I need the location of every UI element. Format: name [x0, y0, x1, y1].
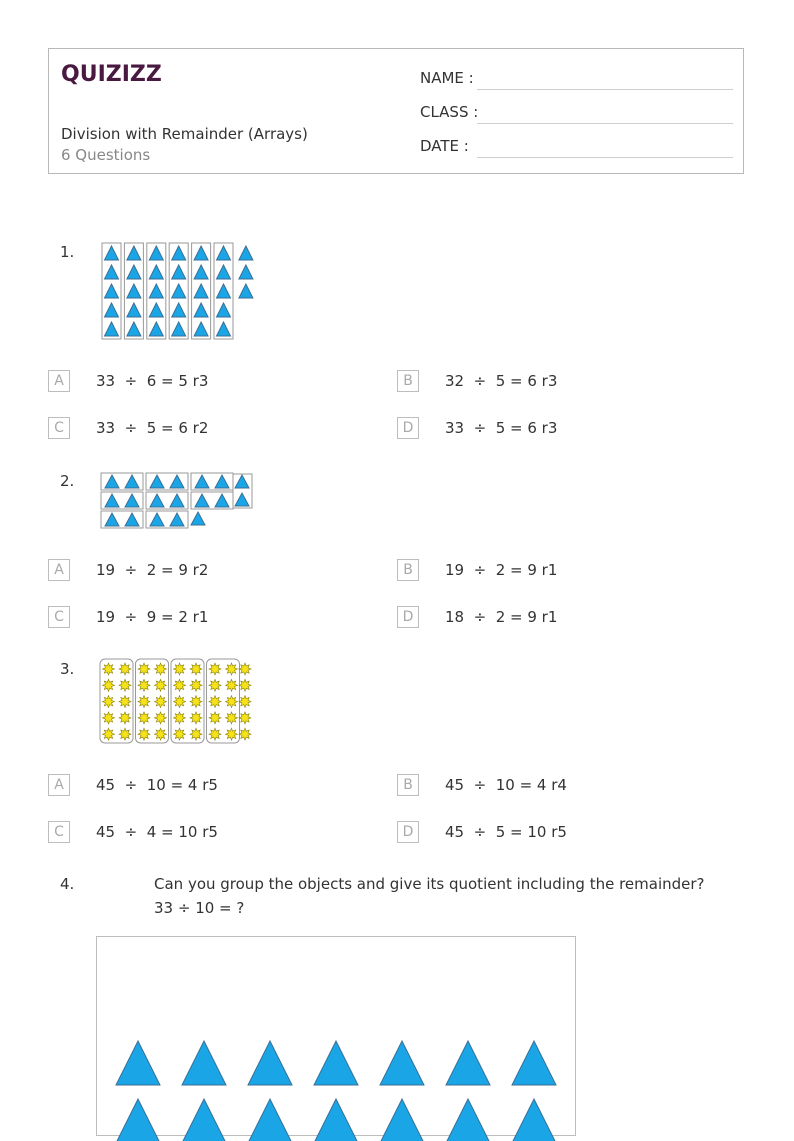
option-a-box[interactable]: A: [48, 370, 70, 392]
sun-icon: [119, 696, 131, 708]
triangle-icon: [217, 265, 231, 279]
question-3-sun-array: [98, 658, 258, 748]
option-d-box[interactable]: D: [397, 417, 419, 439]
triangle-icon: [380, 1099, 424, 1141]
option-a-text: 33 ÷ 6 = 5 r3: [96, 372, 209, 390]
sun-icon: [239, 728, 251, 740]
triangle-icon: [446, 1041, 490, 1085]
triangle-icon: [105, 284, 119, 298]
triangle-icon: [105, 475, 119, 488]
sun-icon: [119, 679, 131, 691]
triangle-icon: [194, 303, 208, 317]
triangle-icon: [239, 265, 253, 279]
triangle-icon: [217, 246, 231, 260]
sun-icon: [209, 679, 221, 691]
sun-icon: [226, 696, 238, 708]
triangle-icon: [235, 475, 249, 488]
triangle-icon: [127, 322, 141, 336]
option-a-text: 19 ÷ 2 = 9 r2: [96, 561, 209, 579]
sun-icon: [155, 663, 167, 675]
triangle-icon: [380, 1041, 424, 1085]
triangle-icon: [239, 284, 253, 298]
triangle-icon: [195, 494, 209, 507]
triangle-icon: [239, 246, 253, 260]
option-d-text: 33 ÷ 5 = 6 r3: [445, 419, 558, 437]
sun-icon: [226, 728, 238, 740]
worksheet-header: [48, 48, 744, 174]
triangle-icon: [248, 1041, 292, 1085]
triangle-icon: [512, 1041, 556, 1085]
option-a-box[interactable]: A: [48, 559, 70, 581]
option-b-text: 19 ÷ 2 = 9 r1: [445, 561, 558, 579]
option-c-text: 33 ÷ 5 = 6 r2: [96, 419, 209, 437]
sun-icon: [155, 712, 167, 724]
sun-icon: [155, 728, 167, 740]
option-b-box[interactable]: B: [397, 774, 419, 796]
svg-text:QUIZIZZ: QUIZIZZ: [61, 62, 162, 87]
sun-icon: [103, 696, 115, 708]
sun-icon: [190, 696, 202, 708]
sun-icon: [138, 663, 150, 675]
triangle-icon: [105, 265, 119, 279]
sun-icon: [119, 663, 131, 675]
triangle-icon: [105, 513, 119, 526]
triangle-icon: [512, 1099, 556, 1141]
question-4-triangle-objects: [97, 937, 577, 1137]
triangle-icon: [194, 284, 208, 298]
sun-icon: [190, 663, 202, 675]
option-a-box[interactable]: A: [48, 774, 70, 796]
sun-icon: [138, 728, 150, 740]
option-c-box[interactable]: C: [48, 821, 70, 843]
triangle-icon: [195, 475, 209, 488]
question-2-number: 2.: [60, 472, 75, 490]
sun-icon: [239, 663, 251, 675]
triangle-icon: [314, 1099, 358, 1141]
triangle-icon: [116, 1041, 160, 1085]
option-d-text: 18 ÷ 2 = 9 r1: [445, 608, 558, 626]
triangle-icon: [217, 284, 231, 298]
quizizz-logo-graphic: [61, 59, 162, 87]
triangle-icon: [125, 513, 139, 526]
sun-icon: [103, 712, 115, 724]
question-count: 6 Questions: [61, 146, 151, 164]
triangle-icon: [149, 322, 163, 336]
triangle-icon: [105, 246, 119, 260]
triangle-icon: [170, 475, 184, 488]
sun-icon: [190, 728, 202, 740]
question-1-number: 1.: [60, 243, 75, 261]
triangle-icon: [446, 1099, 490, 1141]
name-label: NAME :: [420, 69, 474, 87]
sun-icon: [138, 712, 150, 724]
triangle-icon: [127, 303, 141, 317]
option-d-box[interactable]: D: [397, 606, 419, 628]
sun-icon: [103, 663, 115, 675]
option-c-text: 19 ÷ 9 = 2 r1: [96, 608, 209, 626]
triangle-icon: [149, 303, 163, 317]
option-c-text: 45 ÷ 4 = 10 r5: [96, 823, 218, 841]
triangle-icon: [105, 494, 119, 507]
sun-icon: [174, 696, 186, 708]
triangle-icon: [191, 512, 205, 525]
name-field[interactable]: [477, 89, 733, 90]
date-label: DATE :: [420, 137, 469, 155]
triangle-icon: [172, 265, 186, 279]
triangle-icon: [172, 303, 186, 317]
sun-icon: [174, 712, 186, 724]
sun-icon: [239, 696, 251, 708]
triangle-icon: [215, 494, 229, 507]
triangle-icon: [125, 494, 139, 507]
sun-icon: [239, 712, 251, 724]
triangle-icon: [105, 322, 119, 336]
question-4-equation: 33 ÷ 10 = ?: [154, 899, 245, 917]
option-b-text: 45 ÷ 10 = 4 r4: [445, 776, 567, 794]
triangle-icon: [182, 1041, 226, 1085]
triangle-icon: [217, 303, 231, 317]
sun-icon: [209, 663, 221, 675]
worksheet-title: Division with Remainder (Arrays): [61, 125, 308, 143]
question-4-image-frame: [96, 936, 576, 1136]
sun-icon: [103, 728, 115, 740]
triangle-icon: [172, 246, 186, 260]
triangle-icon: [215, 475, 229, 488]
triangle-icon: [127, 265, 141, 279]
sun-icon: [209, 696, 221, 708]
sun-icon: [209, 728, 221, 740]
sun-icon: [226, 679, 238, 691]
sun-icon: [155, 696, 167, 708]
triangle-icon: [182, 1099, 226, 1141]
sun-icon: [190, 712, 202, 724]
triangle-icon: [248, 1099, 292, 1141]
sun-icon: [239, 679, 251, 691]
triangle-icon: [217, 322, 231, 336]
date-field[interactable]: [477, 157, 733, 158]
sun-icon: [138, 679, 150, 691]
triangle-icon: [150, 494, 164, 507]
triangle-icon: [172, 284, 186, 298]
triangle-icon: [150, 513, 164, 526]
triangle-icon: [194, 246, 208, 260]
triangle-icon: [150, 475, 164, 488]
sun-icon: [103, 679, 115, 691]
sun-icon: [190, 679, 202, 691]
triangle-icon: [149, 246, 163, 260]
option-d-text: 45 ÷ 5 = 10 r5: [445, 823, 567, 841]
question-3-number: 3.: [60, 660, 75, 678]
question-1-triangle-array: [100, 242, 260, 342]
class-label: CLASS :: [420, 103, 479, 121]
class-field[interactable]: [477, 123, 733, 124]
triangle-icon: [116, 1099, 160, 1141]
option-b-text: 32 ÷ 5 = 6 r3: [445, 372, 558, 390]
option-d-box[interactable]: D: [397, 821, 419, 843]
triangle-icon: [127, 284, 141, 298]
triangle-icon: [105, 303, 119, 317]
triangle-icon: [314, 1041, 358, 1085]
sun-icon: [226, 712, 238, 724]
sun-icon: [209, 712, 221, 724]
triangle-icon: [170, 494, 184, 507]
option-c-box[interactable]: C: [48, 417, 70, 439]
sun-icon: [119, 728, 131, 740]
triangle-icon: [170, 513, 184, 526]
triangle-icon: [194, 322, 208, 336]
sun-icon: [174, 679, 186, 691]
triangle-icon: [127, 246, 141, 260]
triangle-icon: [125, 475, 139, 488]
question-2-triangle-array: [100, 471, 260, 531]
sun-icon: [174, 728, 186, 740]
sun-icon: [119, 712, 131, 724]
option-b-box[interactable]: B: [397, 370, 419, 392]
option-b-box[interactable]: B: [397, 559, 419, 581]
sun-icon: [138, 696, 150, 708]
option-c-box[interactable]: C: [48, 606, 70, 628]
question-4-number: 4.: [60, 875, 75, 893]
triangle-icon: [149, 265, 163, 279]
option-a-text: 45 ÷ 10 = 4 r5: [96, 776, 218, 794]
question-4-prompt: Can you group the objects and give its quotient including the remainder?: [154, 875, 705, 893]
triangle-icon: [235, 493, 249, 506]
sun-icon: [155, 679, 167, 691]
sun-icon: [174, 663, 186, 675]
triangle-icon: [149, 284, 163, 298]
triangle-icon: [172, 322, 186, 336]
sun-icon: [226, 663, 238, 675]
triangle-icon: [194, 265, 208, 279]
quizizz-logo: [61, 59, 162, 91]
